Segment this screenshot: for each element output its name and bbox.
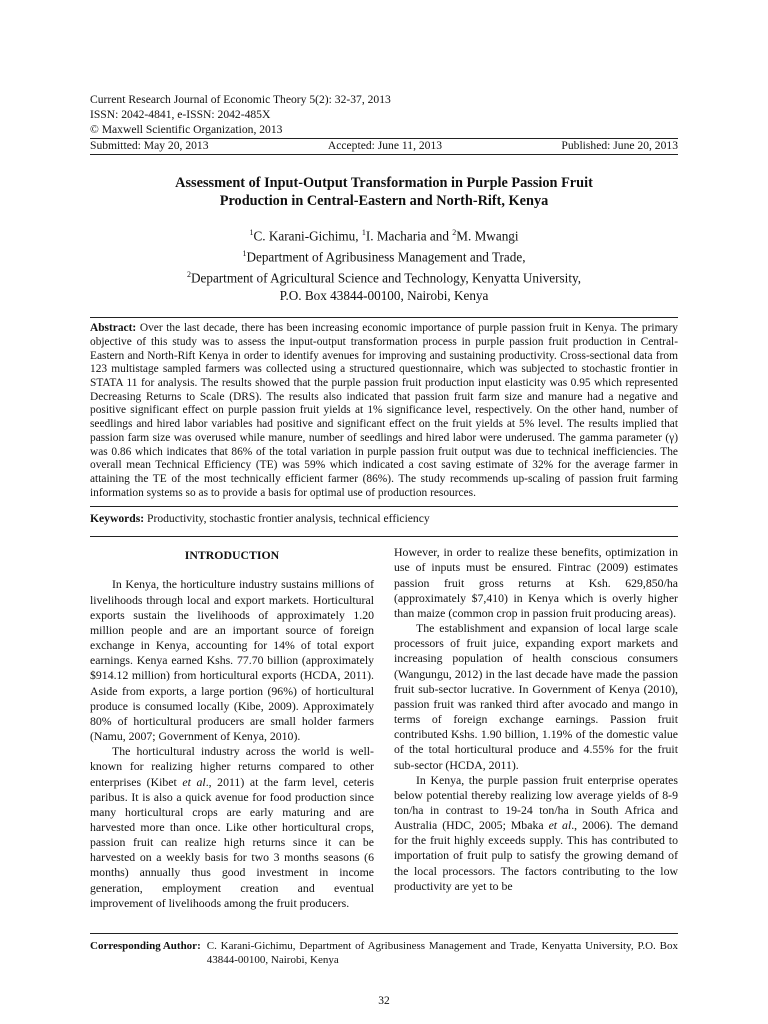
et-al-italic: et al xyxy=(548,818,572,833)
abstract xyxy=(90,317,678,507)
et-al-italic: et al xyxy=(182,774,206,789)
abstract-label: Abstract: xyxy=(90,322,137,335)
paragraph xyxy=(394,773,678,894)
paragraph: In Kenya, the horticulture industry sustains millions of livelihoods through local and export markets. Horticultural exports sustain the livelihoods of approximately 1.20 million people and are an important source of foreign exchange in Kenya, accounting for 14% of total export earnings. Kenya earned Kshs. 77.70 billion (approximately $914.12 million) from horticultural exports (HCDA, 2011). Aside from exports, a large portion (96%) of horticultural produce is consumed locally (Kibe, 2009). Approximately 80% of horticultural producers are small holder farmers (Namu, 2007; Government of Kenya, 2010). xyxy=(90,577,374,744)
paragraph-text: In Kenya, the purple passion fruit enterprise operates below potential thereby realizing low average yields of 8-9 ton/ha in contrast to 19-24 ton/ha in South Africa and Australia (HDC, 2005; Mbaka xyxy=(394,772,678,833)
keywords-label: Keywords: xyxy=(90,512,145,526)
issn-line: ISSN: 2042-4841, e-ISSN: 2042-485X xyxy=(90,108,271,121)
dates-bar xyxy=(90,138,678,155)
corresponding-author-text: C. Karani-Gichimu, Department of Agribusiness Management and Trade, Kenyatta University, P.O. Box 43844-00100, Nairobi, Kenya xyxy=(206,940,678,966)
corresponding-author-footer xyxy=(90,933,678,967)
author-3: M. Mwangi xyxy=(456,228,519,244)
affiliation-2-sup: 2 xyxy=(186,269,191,279)
author-1-sup: 1 xyxy=(249,228,254,237)
body-columns xyxy=(90,545,678,911)
left-column xyxy=(90,545,374,911)
published-date: Published: June 20, 2013 xyxy=(561,139,678,152)
affiliation-1-sup: 1 xyxy=(242,248,247,258)
copyright-line: © Maxwell Scientific Organization, 2013 xyxy=(90,123,283,136)
title-line-1: Assessment of Input-Output Transformation in Purple Passion Fruit xyxy=(175,175,593,191)
affiliation-1-text: Department of Agribusiness Management and Trade, xyxy=(246,249,526,265)
author-2: I. Macharia and xyxy=(365,228,453,244)
section-heading-introduction: INTRODUCTION xyxy=(184,548,280,563)
accepted-date: Accepted: June 11, 2013 xyxy=(327,139,443,152)
paragraph: However, in order to realize these benefits, optimization in use of inputs must be ensured. Fintrac (2009) estimates passion fruit gross returns at Ksh. 629,850/ha (approximately $7,410) in Kenya which is overly higher than maize (common crop in passion fruit producing areas). xyxy=(394,545,678,620)
affiliation-2-text: Department of Agricultural Science and Technology, Kenyatta University, xyxy=(190,270,582,286)
affiliation-address: P.O. Box 43844-00100, Nairobi, Kenya xyxy=(279,287,489,303)
abstract-text: Over the last decade, there has been increasing economic importance of purple passion fruit in Kenya. The primary objective of this study was to assess the input-output transformation process in purple passion fruit production in Central-Eastern and North-Rift Kenya in order to identify avenues for improving and sustaining productivity. Cross-sectional data from 123 multistage sampled farmers was collected using a structured questionnaire, which was subjected to stochastic frontier in STATA 11 for analysis. The results showed that the purple passion fruit production input elasticity was 0.95 which represented Decreasing Returns to Scale (DRS). The results also indicated that passion fruit farm size and manure had a negative and positive significant effect on purple passion fruit yields at 1% significance level, respectively. On the other hand, number of seedlings and hired labor variables had positive and significant effect on the fruit yields at 5% level. The results implied that passion farm size was overused while manure, number of seedlings and hired labor were underused. The gamma parameter (γ) was 0.86 which indicates that 86% of the total variation in purple passion fruit output was due to technical inefficiencies. The overall mean Technical Efficiency (TE) was 59% which indicated a cost saving estimate of 32% for the average farmer in attaining the TE of the most technically efficient farmer (86%). The study recommends up-scaling of passion fruit farming information systems so as to provide a basis for optimal use of production resources. xyxy=(90,322,678,499)
paper-page xyxy=(90,92,678,911)
paragraph xyxy=(90,744,374,911)
author-2-sup: 1 xyxy=(361,228,366,237)
keywords-text: Productivity, stochastic frontier analysis, technical efficiency xyxy=(144,512,430,526)
journal-header xyxy=(90,92,678,137)
page-number: 32 xyxy=(378,995,390,1007)
title-line-2: Production in Central-Eastern and North-Rift, Kenya xyxy=(219,193,549,209)
right-column xyxy=(394,545,678,911)
paper-title xyxy=(90,174,678,210)
paragraph: The establishment and expansion of local large scale processors of fruit juice, expanding export markets and increasing population of health conscious consumers (Wangungu, 2012) in the last decade have made the passion fruit sub-sector lucrative. In Government of Kenya (2010), passion fruit was ranked third after avocado and mango in terms of foreign exchange earnings. Passion fruit contributed Kshs. 1.90 billion, 1.19% of the domestic value of the total horticultural produce and 4.55% for the fruit sub-sector (HCDA, 2011). xyxy=(394,621,678,772)
keywords xyxy=(90,512,678,537)
paragraph-text: ., 2011) at the farm level, ceteris paribus. It is also a quick avenue for food production since many horticultural crops are early maturing and are harvested more than once. Like other horticultural crops, passion fruit can realize high returns since it can be harvested on a weekly basis for two 3 months seasons (6 months) annually thus good investment in income generation, employment creation and eventual improvement of livelihoods among the fruit producers. xyxy=(90,774,375,910)
corresponding-author-label: Corresponding Author: xyxy=(90,940,201,952)
author-3-sup: 2 xyxy=(452,228,457,237)
paragraph-text: The horticultural industry across the world is well-known for realizing higher returns compared to other enterprises (Kibet xyxy=(90,744,374,789)
affiliation-2 xyxy=(90,266,678,287)
author-block xyxy=(90,224,678,304)
submitted-date: Submitted: May 20, 2013 xyxy=(90,139,209,152)
author-names xyxy=(90,224,678,245)
affiliation-1 xyxy=(90,245,678,266)
paragraph-text: ., 2006). The demand for the fruit highly exceeds supply. This has contributed to importation of fruit pulp to satisfy the growing demand of the local processors. The factors contributing to the low productivity are yet to be xyxy=(394,818,678,893)
journal-citation: Current Research Journal of Economic Theory 5(2): 32-37, 2013 xyxy=(90,93,391,106)
author-1: C. Karani-Gichimu, xyxy=(253,228,362,244)
